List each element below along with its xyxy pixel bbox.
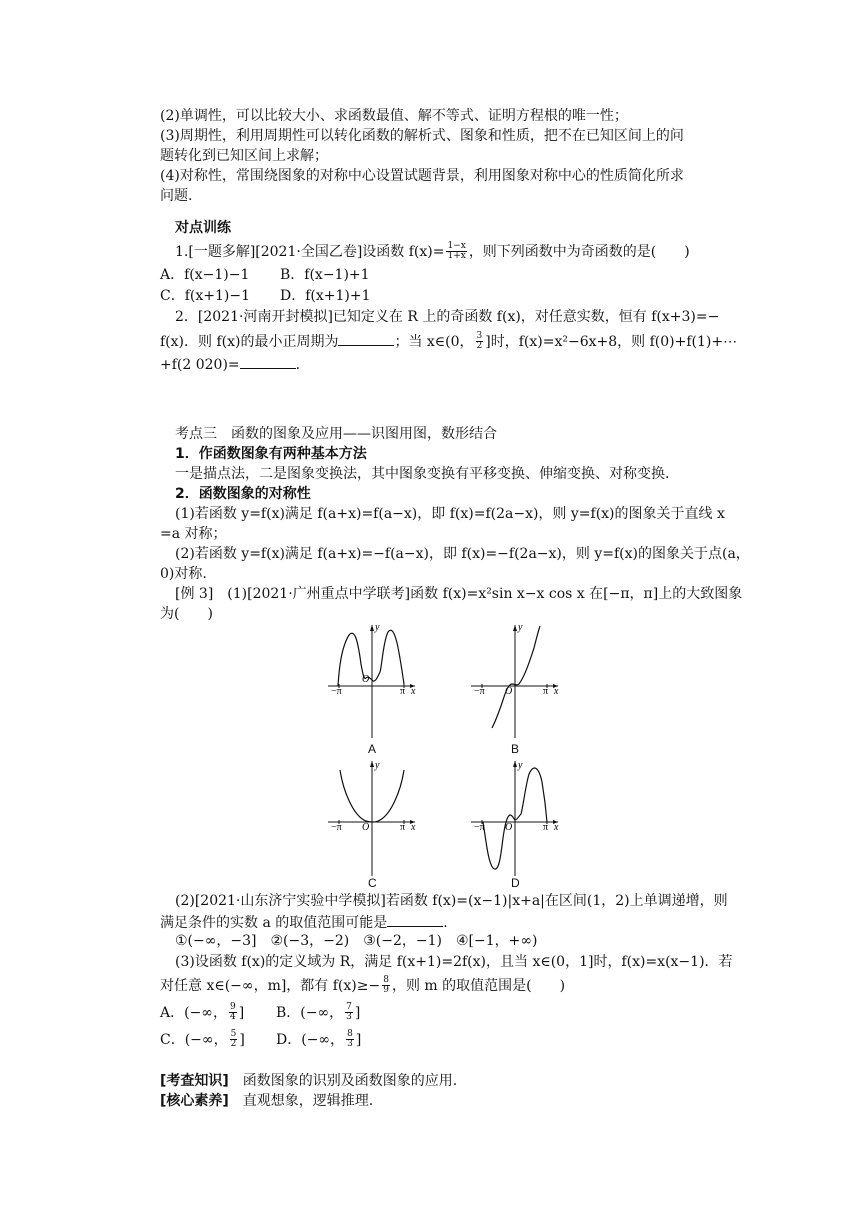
y-axis-arrow bbox=[370, 625, 374, 631]
q1-option-b[interactable]: B．f(x−1)+1 bbox=[280, 267, 370, 283]
section3-para-1: 一是描点法，二是图象变换法，其中图象变换有平移变换、伸缩变换、对称变换. bbox=[175, 466, 670, 482]
y-axis-arrow bbox=[513, 761, 517, 767]
q2-period-blank[interactable] bbox=[338, 333, 394, 346]
intro-line-3b: 题转化到已知区间上求解； bbox=[160, 148, 328, 164]
practice-q1: 1.[一题多解][2021·全国乙卷]设函数 f(x)= $\frac{1-x}{1+x}$ ，则下列函数中为奇函数的是( ) bbox=[175, 241, 690, 262]
label-pi: π bbox=[543, 822, 549, 833]
practice-q2-line3: +f(2 020)= . bbox=[160, 357, 301, 373]
section3-para-2b: =a 对称； bbox=[160, 526, 227, 542]
label-x: x bbox=[411, 686, 416, 697]
label-pi: π bbox=[543, 686, 549, 697]
q2-fraction: $\frac{3}{2}$ bbox=[476, 331, 483, 352]
q1-option-a[interactable]: A．f(x−1)−1 bbox=[160, 267, 250, 283]
graph-d-label: D bbox=[511, 876, 520, 890]
label-y: y bbox=[375, 622, 380, 633]
section3-para-3a: (2)若函数 y=f(x)满足 f(a+x)=−f(a−x)，即 f(x)=−f(2a−x)，则 y=f(x)的图象关于点(a， bbox=[175, 546, 750, 562]
intro-line-3a: (3)周期性，利用周期性可以转化函数的解析式、图象和性质，把不在已知区间上的问 bbox=[160, 128, 684, 144]
label-y: y bbox=[375, 760, 380, 771]
example3-q2b: 满足条件的实数 a 的取值范围可能是 . bbox=[160, 915, 448, 931]
q2-sum-blank[interactable] bbox=[240, 356, 296, 369]
label-neg-pi: −π bbox=[331, 686, 342, 697]
graph-a[interactable] bbox=[325, 620, 420, 740]
footer-knowledge: [考查知识] 函数图象的识别及函数图象的应用. bbox=[160, 1073, 458, 1089]
graph-d[interactable] bbox=[468, 758, 563, 878]
q1-option-d[interactable]: D．f(x+1)+1 bbox=[280, 288, 371, 304]
example3-q2a: (2)[2021·山东济宁实验中学模拟]若函数 f(x)=(x−1)|x+a|在区间(1，2)上单调递增，则 bbox=[175, 893, 728, 909]
intro-line-4b: 问题. bbox=[160, 188, 193, 204]
example3-q2-choices[interactable]: ①(−∞，−3] ②(−3，−2) ③(−2，−1) ④[−1，+∞) bbox=[175, 933, 538, 949]
q3-option-b[interactable]: B．(−∞， $\frac{7}{3}$ ] bbox=[276, 1002, 361, 1023]
q3-option-a[interactable]: A．(−∞， $\frac{9}{4}$ ] bbox=[160, 1002, 245, 1023]
section3-heading-2: 2．函数图象的对称性 bbox=[175, 486, 311, 502]
section3-para-2a: (1)若函数 y=f(x)满足 f(a+x)=f(a−x)，即 f(x)=f(2a−x)，则 y=f(x)的图象关于直线 x bbox=[175, 506, 725, 522]
footer-literacy: [核心素养] 直观想象，逻辑推理. bbox=[160, 1093, 374, 1109]
label-origin: O bbox=[362, 822, 370, 833]
graph-b-curve bbox=[492, 626, 540, 728]
practice-q2-line1: 2．[2021·河南开封模拟]已知定义在 R 上的奇函数 f(x)，对任意实数，恒有 f(x+3)=− bbox=[175, 309, 720, 325]
q1-option-c[interactable]: C．f(x+1)−1 bbox=[160, 288, 250, 304]
label-neg-pi: −π bbox=[474, 686, 485, 697]
label-x: x bbox=[554, 686, 559, 697]
label-pi: π bbox=[400, 686, 406, 697]
graph-c-label: C bbox=[368, 876, 377, 890]
label-y: y bbox=[518, 760, 523, 771]
label-neg-pi: −π bbox=[474, 822, 485, 833]
example3-q3a: (3)设函数 f(x)的定义域为 R，满足 f(x+1)=2f(x)，且当 x∈(0，1]时，f(x)=x(x−1)．若 bbox=[175, 954, 733, 970]
label-y: y bbox=[518, 622, 523, 633]
y-axis-arrow bbox=[370, 761, 374, 767]
y-axis-arrow bbox=[513, 625, 517, 631]
q2-range-blank[interactable] bbox=[387, 914, 443, 927]
graph-a-label: A bbox=[368, 742, 377, 756]
graph-b-label: B bbox=[511, 742, 520, 756]
intro-line-4a: (4)对称性，常围绕图象的对称中心设置试题背景，利用图象对称中心的性质简化所求 bbox=[160, 168, 684, 184]
label-pi: π bbox=[400, 822, 406, 833]
label-origin: O bbox=[505, 686, 513, 697]
graph-a-curve bbox=[338, 630, 404, 686]
example3-q1b: 为( ) bbox=[160, 606, 213, 622]
example3-q3b: 对任意 x∈(−∞，m]，都有 f(x)≥− $\frac{8}{9}$ ，则 m 的取值范围是( ) bbox=[160, 975, 566, 996]
q3-option-c[interactable]: C．(−∞， $\frac{5}{2}$ ] bbox=[160, 1029, 245, 1050]
section3-heading-1: 1．作函数图象有两种基本方法 bbox=[175, 446, 367, 462]
q3-fraction: $\frac{8}{9}$ bbox=[383, 975, 389, 996]
label-origin: O bbox=[362, 674, 370, 685]
label-origin: O bbox=[505, 822, 513, 833]
practice-q2-line2: f(x)．则 f(x)的最小正周期为 ；当 x∈(0， $\frac{3}{2}$ ]时，f(x)=x²−6x+8，则 f(0)+f(1)+⋯ bbox=[160, 331, 738, 352]
practice-heading: 对点训练 bbox=[175, 220, 231, 236]
section3-para-3b: 0)对称. bbox=[160, 566, 207, 582]
q3-option-d[interactable]: D．(−∞， $\frac{8}{3}$ ] bbox=[276, 1029, 362, 1050]
example3-q1a: [例 3] (1)[2021·广州重点中学联考]函数 f(x)=x²sin x−x cos x 在[−π，π]上的大致图象 bbox=[175, 586, 743, 602]
q1-fraction: $\frac{1-x}{1+x}$ bbox=[447, 241, 466, 262]
section3-title: 考点三 函数的图象及应用——识图用图，数形结合 bbox=[175, 426, 497, 442]
label-neg-pi: −π bbox=[331, 822, 342, 833]
graph-b[interactable] bbox=[468, 620, 563, 740]
graph-c[interactable] bbox=[325, 758, 420, 878]
label-x: x bbox=[554, 822, 559, 833]
label-x: x bbox=[411, 822, 416, 833]
intro-line-2: (2)单调性，可以比较大小、求函数最值、解不等式、证明方程根的唯一性； bbox=[160, 108, 628, 124]
